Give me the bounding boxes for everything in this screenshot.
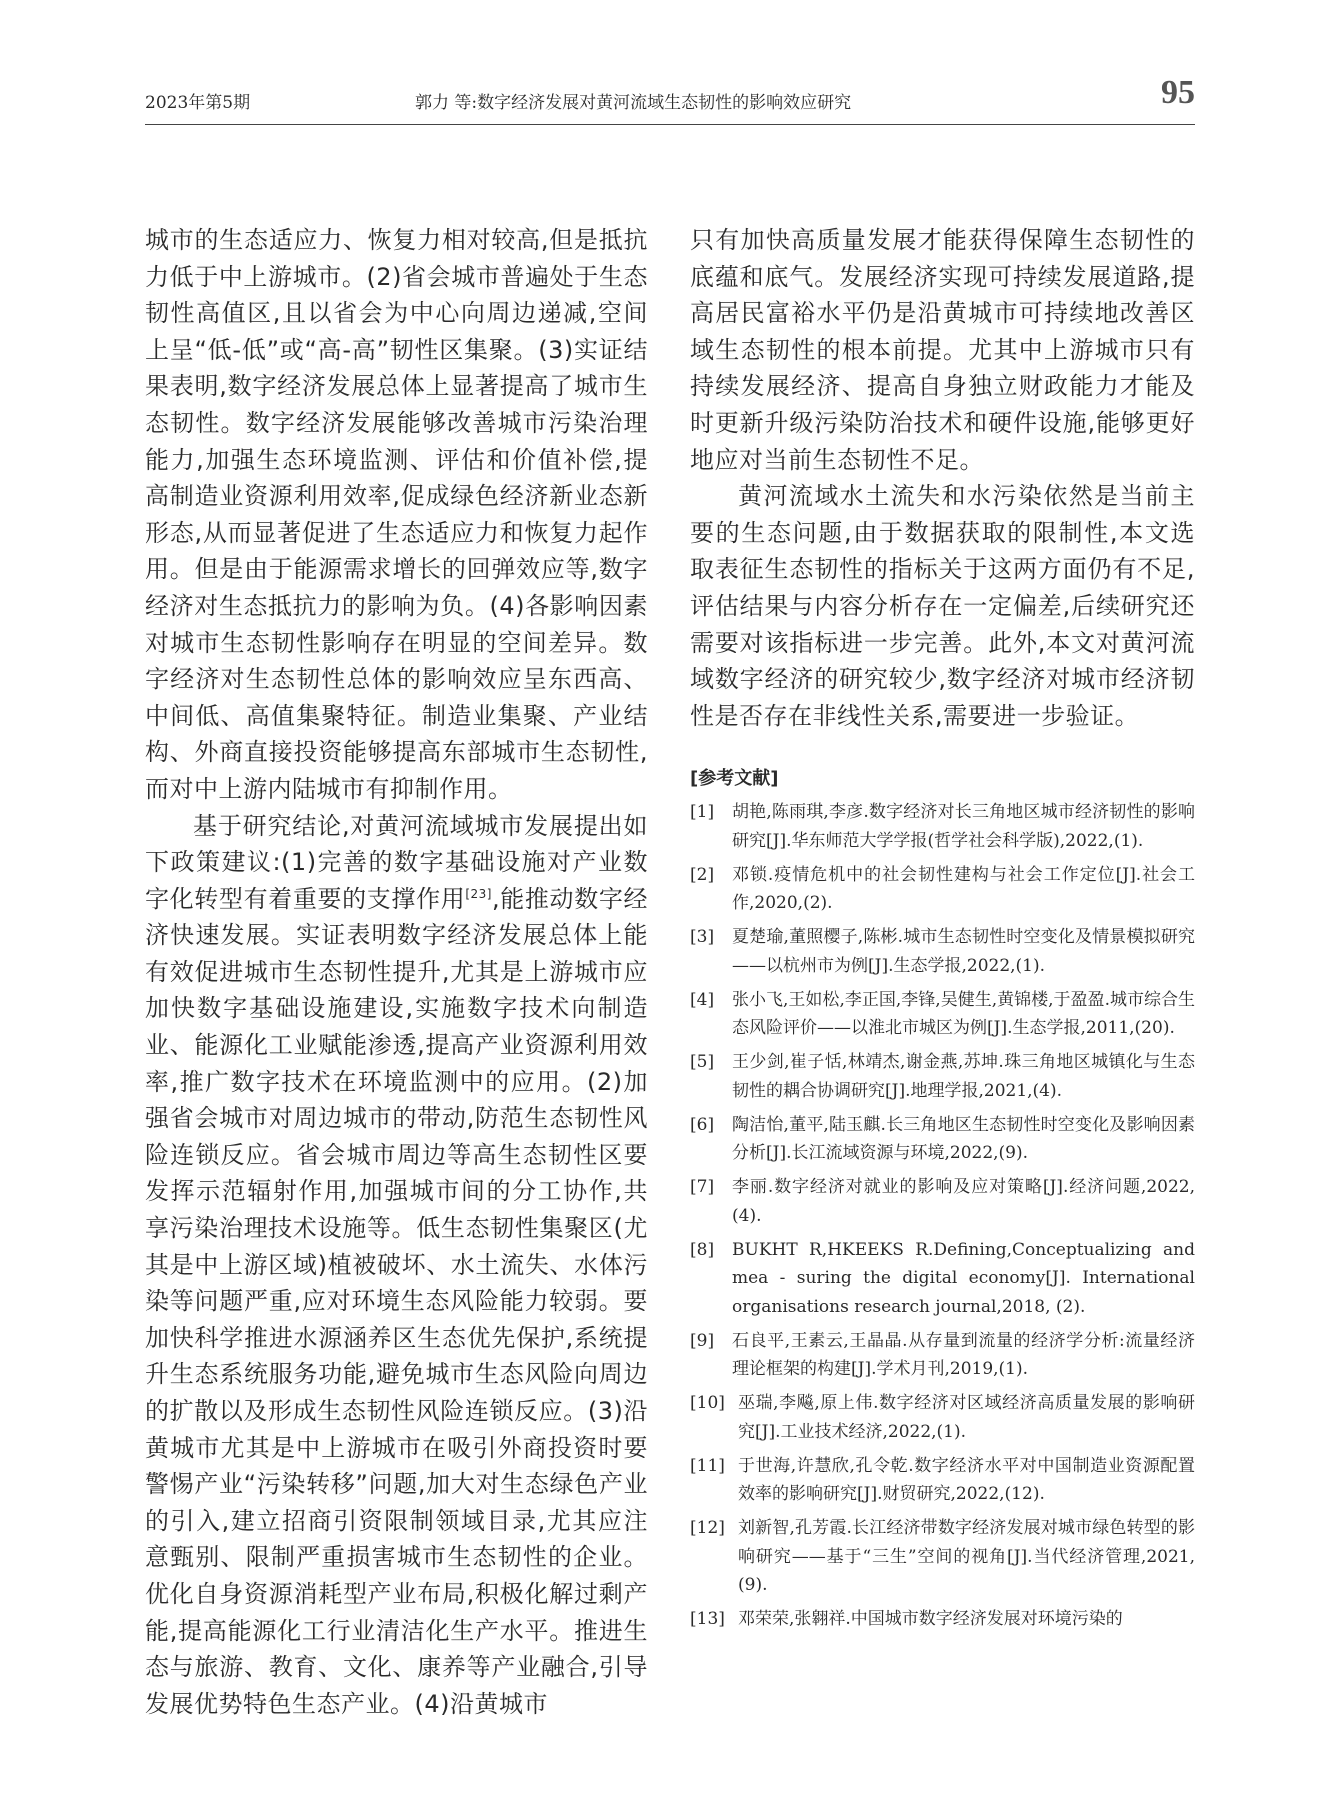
reference-text: 夏楚瑜,董照樱子,陈彬.城市生态韧性时空变化及情景模拟研究——以杭州市为例[J].生态学报,2022,(1). xyxy=(732,927,1195,976)
reference-number: [9] xyxy=(690,1330,715,1351)
page-number: 95 xyxy=(1161,74,1195,111)
reference-text: 张小飞,王如松,李正国,李锋,吴健生,黄锦楼,于盈盈.城市综合生态风险评价——以淮北市城区为例[J].生态学报,2011,(20). xyxy=(732,989,1195,1039)
reference-number: [5] xyxy=(690,1052,715,1073)
reference-item xyxy=(690,986,1195,1043)
article-running-title: 郭力 等:数字经济发展对黄河流域生态韧性的影响效应研究 xyxy=(415,93,852,113)
citation-superscript: [23] xyxy=(465,886,492,901)
reference-text: 石良平,王素云,王晶晶.从存量到流量的经济学分析:流量经济理论框架的构建[J].学术月刊,2019,(1). xyxy=(732,1330,1195,1380)
issue-label: 2023年第5期 xyxy=(145,93,251,113)
right-column xyxy=(690,222,1195,1639)
reference-item xyxy=(690,1605,1195,1634)
reference-item xyxy=(690,1327,1195,1384)
conclusion-paragraph: 城市的生态适应力、恢复力相对较高,但是抵抗力低于中上游城市。(2)省会城市普遍处于生态韧性高值区,且以省会为中心向周边递减,空间上呈“低-低”或“高-高”韧性区集聚。(3)实证结果表明,数字经济发展总体上显著提高了城市生态韧性。数字经济发展能够改善城市污染治理能力,加强生态环境监测、评估和价值补偿,提高制造业资源利用效率,促成绿色经济新业态新形态,从而显著促进了生态适应力和恢复力起作用。但是由于能源需求增长的回弹效应等,数字经济对生态抵抗力的影响为负。(4)各影响因素对城市生态韧性影响存在明显的空间差异。数字经济对生态韧性总体的影响效应呈东西高、中间低、高值集聚特征。制造业集聚、产业结构、外商直接投资能够提高东部城市生态韧性,而对中上游内陆城市有抑制作用。 xyxy=(145,226,648,803)
reference-item xyxy=(690,1452,1195,1509)
reference-item xyxy=(690,923,1195,980)
policy-paragraph xyxy=(145,808,648,1723)
reference-number: [2] xyxy=(690,864,715,885)
reference-text: 李丽.数字经济对就业的影响及应对策略[J].经济问题,2022,(4). xyxy=(732,1177,1195,1226)
reference-item xyxy=(690,1048,1195,1105)
reference-text: 刘新智,孔芳霞.长江经济带数字经济发展对城市绿色转型的影响研究——基于“三生”空间的视角[J].当代经济管理,2021,(9). xyxy=(738,1518,1195,1596)
reference-text: 邓荣荣,张翱祥.中国城市数字经济发展对环境污染的 xyxy=(738,1609,1123,1630)
reference-item xyxy=(690,1111,1195,1168)
reference-text: 巫瑞,李飚,原上伟.数字经济对区域经济高质量发展的影响研究[J].工业技术经济,2022,(1). xyxy=(738,1393,1195,1442)
header-divider xyxy=(145,124,1195,125)
reference-item xyxy=(690,861,1195,918)
reference-number: [7] xyxy=(690,1177,715,1198)
reference-text: 陶洁怡,董平,陆玉麒.长三角地区生态韧性时空变化及影响因素分析[J].长江流域资源与环境,2022,(9). xyxy=(732,1114,1195,1164)
reference-text: BUKHT R,HKEEKS R.Defining,Conceptualizing and mea - suring the digital economy[J]. International organisations research journal,2018, (2). xyxy=(732,1239,1195,1317)
continuation-paragraph: 只有加快高质量发展才能获得保障生态韧性的底蕴和底气。发展经济实现可持续发展道路,提高居民富裕水平仍是沿黄城市可持续地改善区域生态韧性的根本前提。尤其中上游城市只有持续发展经济、提高自身独立财政能力才能及时更新升级污染防治技术和硬件设施,能够更好地应对当前生态韧性不足。 xyxy=(690,226,1195,474)
reference-item xyxy=(690,1236,1195,1322)
policy-text-part1: 基于研究结论,对黄河流域城市发展提出如下政策建议:(1)完善的数字基础设施对产业数字化转型有着重要的支撑作用 xyxy=(145,811,648,913)
reference-number: [4] xyxy=(690,989,715,1010)
policy-text-part2: ,能推动数字经济快速发展。实证表明数字经济发展总体上能有效促进城市生态韧性提升,尤其是上游城市应加快数字基础设施建设,实施数字技术向制造业、能源化工业赋能渗透,提高产业资源利用效率,推广数字技术在环境监测中的应用。(2)加强省会城市对周边城市的带动,防范生态韧性风险连锁反应。省会城市周边等高生态韧性区要发挥示范辐射作用,加强城市间的分工协作,共享污染治理技术设施等。低生态韧性集聚区(尤其是中上游区域)植被破坏、水土流失、水体污染等问题严重,应对环境生态风险能力较弱。要加快科学推进水源涵养区生态优先保护,系统提升生态系统服务功能,避免城市生态风险向周边的扩散以及形成生态韧性风险连锁反应。(3)沿黄城市尤其是中上游城市在吸引外商投资时要警惕产业“污染转移”问题,加大对生态绿色产业的引入,建立招商引资限制领域目录,尤其应注意甄别、限制严重损害城市生态韧性的企业。优化自身资源消耗型产业布局,积极化解过剩产能,提高能源化工行业清洁化生产水平。推进生态与旅游、教育、文化、康养等产业融合,引导发展优势特色生态产业。(4)沿黄城市 xyxy=(145,884,648,1718)
reference-number: [10] xyxy=(690,1393,725,1414)
reference-number: [13] xyxy=(690,1609,725,1630)
limitations-paragraph: 黄河流域水土流失和水污染依然是当前主要的生态问题,由于数据获取的限制性,本文选取表征生态韧性的指标关于这两方面仍有不足,评估结果与内容分析存在一定偏差,后续研究还需要对该指标进一步完善。此外,本文对黄河流域数字经济的研究较少,数字经济对城市经济韧性是否存在非线性关系,需要进一步验证。 xyxy=(690,482,1195,730)
reference-number: [6] xyxy=(690,1114,715,1135)
reference-number: [12] xyxy=(690,1518,725,1539)
reference-item xyxy=(690,1514,1195,1600)
left-column xyxy=(145,222,648,1722)
references-heading: [参考文献] xyxy=(690,768,779,790)
reference-text: 王少剑,崔子恬,林靖杰,谢金燕,苏坤.珠三角地区城镇化与生态韧性的耦合协调研究[J].地理学报,2021,(4). xyxy=(732,1052,1195,1101)
reference-text: 于世海,许慧欣,孔令乾.数字经济水平对中国制造业资源配置效率的影响研究[J].财贸研究,2022,(12). xyxy=(738,1455,1195,1505)
reference-text: 胡艳,陈雨琪,李彦.数字经济对长三角地区城市经济韧性的影响研究[J].华东师范大学学报(哲学社会科学版),2022,(1). xyxy=(732,802,1195,851)
reference-number: [8] xyxy=(690,1239,715,1260)
reference-list xyxy=(690,798,1195,1634)
reference-item xyxy=(690,798,1195,855)
reference-text: 邓锁.疫情危机中的社会韧性建构与社会工作定位[J].社会工作,2020,(2). xyxy=(732,864,1195,914)
reference-item xyxy=(690,1389,1195,1446)
reference-number: [1] xyxy=(690,802,715,823)
reference-number: [3] xyxy=(690,927,715,948)
running-header xyxy=(145,74,1195,120)
reference-number: [11] xyxy=(690,1455,725,1476)
reference-item xyxy=(690,1173,1195,1230)
